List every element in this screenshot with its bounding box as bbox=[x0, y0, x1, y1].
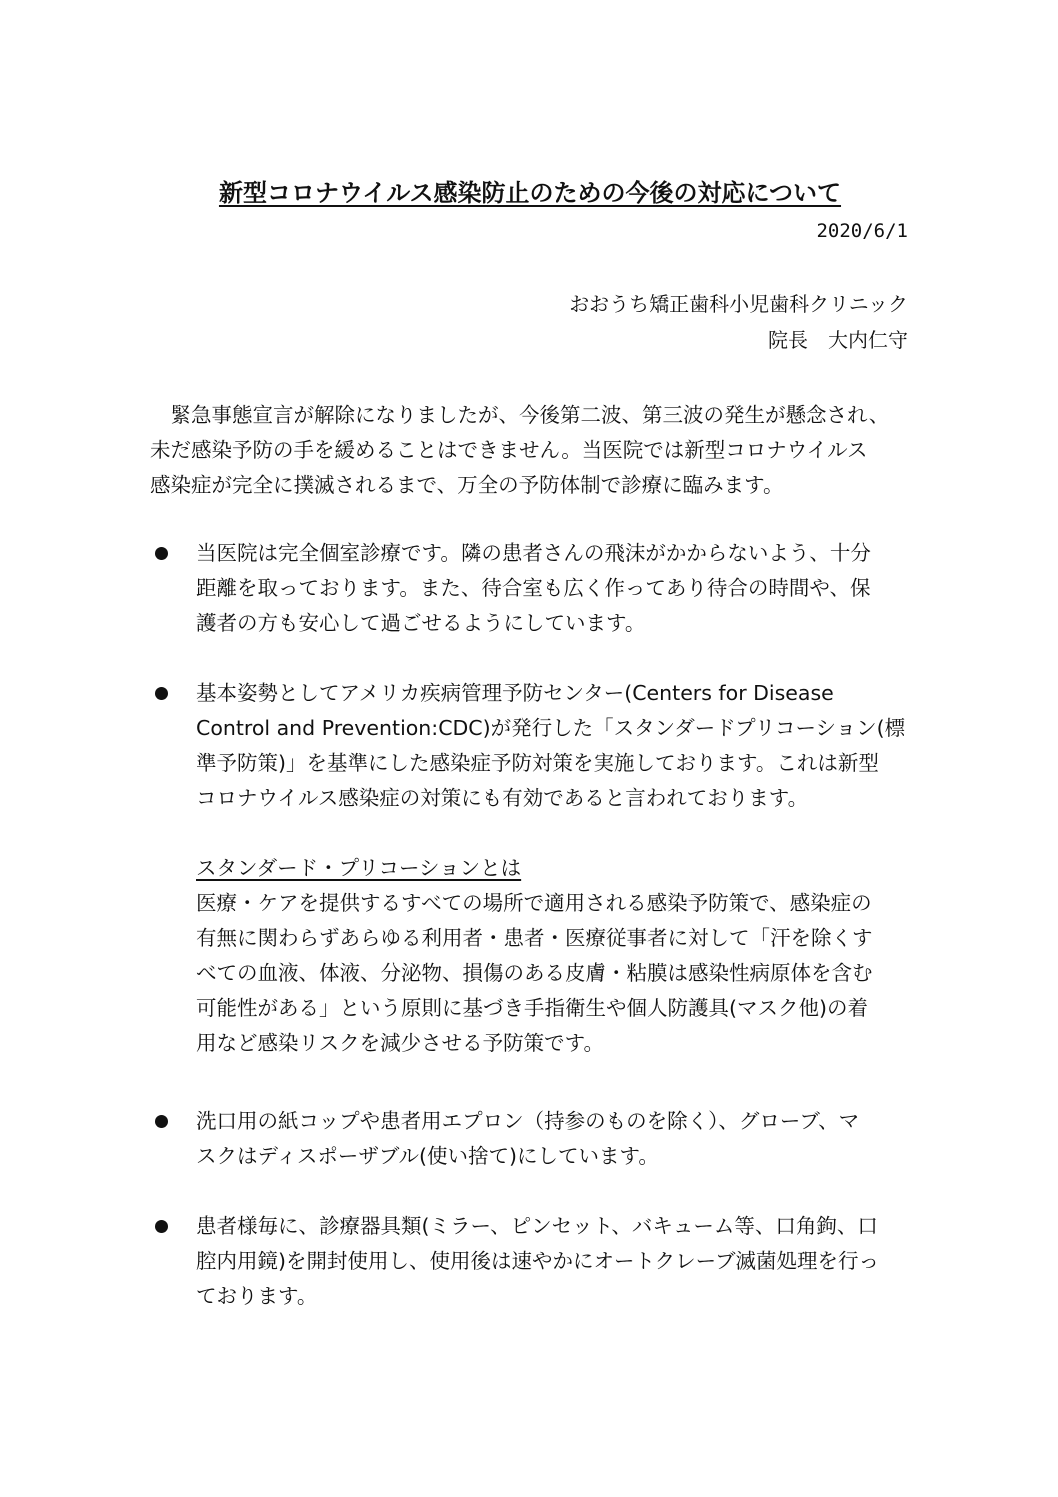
bullet-text bbox=[196, 1209, 926, 1314]
bullet-text bbox=[196, 676, 926, 816]
intro-line: 未だ感染予防の手を緩めることはできません。当医院では新型コロナウイルス bbox=[150, 438, 868, 462]
bullet-line: スクはディスポーザブル(使い捨て)にしています。 bbox=[196, 1144, 659, 1168]
bullet-dot-icon bbox=[155, 547, 168, 560]
bullet-line: 護者の方も安心して過ごせるようにしています。 bbox=[196, 611, 646, 635]
precaution-line: 有無に関わらずあらゆる利用者・患者・医療従事者に対して「汗を除くす bbox=[196, 926, 873, 950]
intro-paragraph bbox=[150, 398, 920, 503]
bullet-dot-icon bbox=[155, 1115, 168, 1128]
bullet-line: 患者様毎に、診療器具類(ミラー、ピンセット、バキューム等、口角鉤、口 bbox=[196, 1214, 878, 1238]
bullet-line: ております。 bbox=[196, 1284, 318, 1308]
bullet-line: 腔内用鏡)を開封使用し、使用後は速やかにオートクレーブ滅菌処理を行っ bbox=[196, 1249, 880, 1273]
standard-precaution-heading: スタンダード・プリコーションとは bbox=[196, 856, 522, 880]
bullet-dot-icon bbox=[155, 687, 168, 700]
bullet-line: 当医院は完全個室診療です。隣の患者さんの飛沫がかからないよう、十分 bbox=[196, 541, 871, 565]
bullet-line: 距離を取っております。また、待合室も広く作ってあり待合の時間や、保 bbox=[196, 576, 871, 600]
director-name: 院長 大内仁守 bbox=[768, 328, 908, 352]
document-title-text: 新型コロナウイルス感染防止のための今後の対応について bbox=[218, 179, 842, 207]
bullet-dot-icon bbox=[155, 1220, 168, 1233]
bullet-line: コロナウイルス感染症の対策にも有効であると言われております。 bbox=[196, 786, 809, 810]
document-title bbox=[150, 176, 910, 210]
precaution-line: 医療・ケアを提供するすべての場所で適用される感染予防策で、感染症の bbox=[196, 891, 872, 915]
clinic-name: おおうち矯正歯科小児歯科クリニック bbox=[569, 292, 908, 316]
precaution-line: べての血液、体液、分泌物、損傷のある皮膚・粘膜は感染性病原体を含む bbox=[196, 961, 873, 985]
bullet-line: Control and Prevention:CDC)が発行した「スタンダードプリコーション(標 bbox=[196, 716, 906, 740]
bullet-text bbox=[196, 536, 926, 641]
intro-line: 感染症が完全に撲滅されるまで、万全の予防体制で診療に臨みます。 bbox=[150, 473, 784, 497]
bullet-line: 準予防策)」を基準にした感染症予防対策を実施しております。これは新型 bbox=[196, 751, 879, 775]
bullet-text bbox=[196, 1104, 926, 1174]
intro-line: 緊急事態宣言が解除になりましたが、今後第二波、第三波の発生が懸念され、 bbox=[150, 403, 890, 427]
document-date: 2020/6/1 bbox=[816, 220, 908, 242]
precaution-line: 可能性がある」という原則に基づき手指衛生や個人防護具(マスク他)の着 bbox=[196, 996, 868, 1020]
precaution-line: 用など感染リスクを減少させる予防策です。 bbox=[196, 1031, 604, 1055]
standard-precaution-section bbox=[196, 851, 926, 1061]
bullet-line: 洗口用の紙コップや患者用エプロン（持参のものを除く）、グローブ、マ bbox=[196, 1109, 860, 1133]
bullet-line: 基本姿勢としてアメリカ疾病管理予防センター(Centers for Disease bbox=[196, 681, 834, 705]
